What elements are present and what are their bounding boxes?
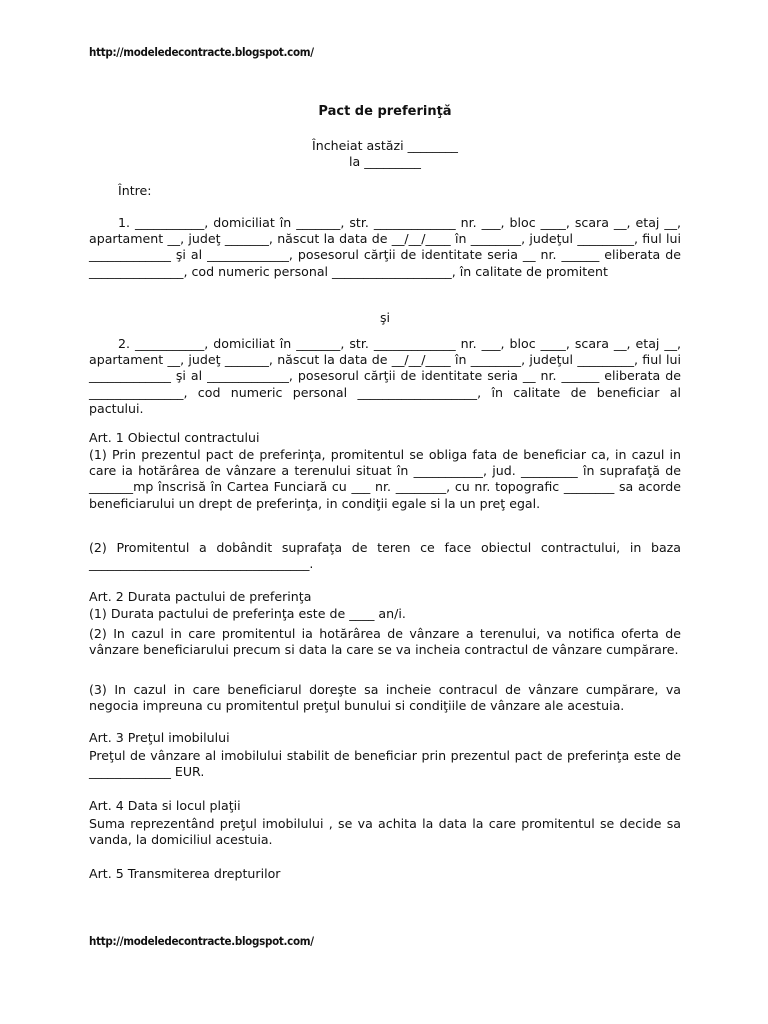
art4-paragraph-1: Suma reprezentând preţul imobilului , se va achita la data la care promitentul se decide sa vanda, la domiciliul acestuia. <box>89 816 681 848</box>
art2-paragraph-2: (2) In cazul in care promitentul ia hotărârea de vânzare a terenului, va notifica oferta de vânzare beneficiarului precum si data la care se va incheia contractul de vânzare cumpărare. <box>89 626 681 658</box>
concluded-line: Încheiat astăzi ________ <box>312 138 458 153</box>
at-line: la _________ <box>349 154 421 169</box>
art2-paragraph-3: (3) In cazul in care beneficiarul doreşte sa incheie contracul de vânzare cumpărare, va negocia impreuna cu promitentul preţul bunului si condiţiile de vânzare ale acestuia. <box>89 682 681 714</box>
and-separator: şi <box>379 310 391 325</box>
header-url[interactable]: http://modeledecontracte.blogspot.com/ <box>89 45 314 59</box>
art3-paragraph-1: Preţul de vânzare al imobilului stabilit de beneficiar prin prezentul pact de preferinţa este de _____________ EUR. <box>89 748 681 780</box>
art2-heading: Art. 2 Durata pactului de preferinţa <box>89 589 312 604</box>
art5-heading: Art. 5 Transmiterea drepturilor <box>89 866 281 881</box>
art1-paragraph-1: (1) Prin prezentul pact de preferinţa, promitentul se obliga fata de beneficiar ca, in cazul in care ia hotărârea de vânzare a terenului situat în ___________, jud. _________ în suprafaţă de _______mp înscrisă în Cartea Funciară cu ___ nr. ________, cu nr. topografic ________ sa acorde beneficiarului un drept de preferinţa, in condiţii egale si la un preţ egal. <box>89 447 681 511</box>
art4-heading: Art. 4 Data si locul plaţii <box>89 798 241 813</box>
between-label: Între: <box>118 183 152 198</box>
art1-heading: Art. 1 Obiectul contractului <box>89 430 260 445</box>
party2-paragraph: 2. ___________, domiciliat în _______, str. _____________ nr. ___, bloc ____, scara __, etaj __, apartament __, judeţ _______, născut la data de __/__/____ în ________, judeţul _________, fiul lui _____________ şi al _____________, posesorul cărţii de identitate seria __ nr. ______ eliberata de _______________, cod numeric personal ___________________, în calitate de beneficiar al pactului. <box>89 336 681 416</box>
art1-paragraph-2: (2) Promitentul a dobândit suprafaţa de teren ce face obiectul contractului, in baza ___________________________________. <box>89 540 681 572</box>
footer-url[interactable]: http://modeledecontracte.blogspot.com/ <box>89 934 314 948</box>
art2-paragraph-1: (1) Durata pactului de preferinţa este de ____ an/i. <box>89 606 406 621</box>
document-title: Pact de preferinţă <box>318 104 452 119</box>
party1-paragraph: 1. ___________, domiciliat în _______, str. _____________ nr. ___, bloc ____, scara __, etaj __, apartament __, judeţ _______, născut la data de __/__/____ în ________, judeţul _________, fiul lui _____________ şi al _____________, posesorul cărţii de identitate seria __ nr. ______ eliberata de _______________, cod numeric personal ___________________, în calitate de promitent <box>89 215 681 279</box>
art3-heading: Art. 3 Preţul imobilului <box>89 730 230 745</box>
